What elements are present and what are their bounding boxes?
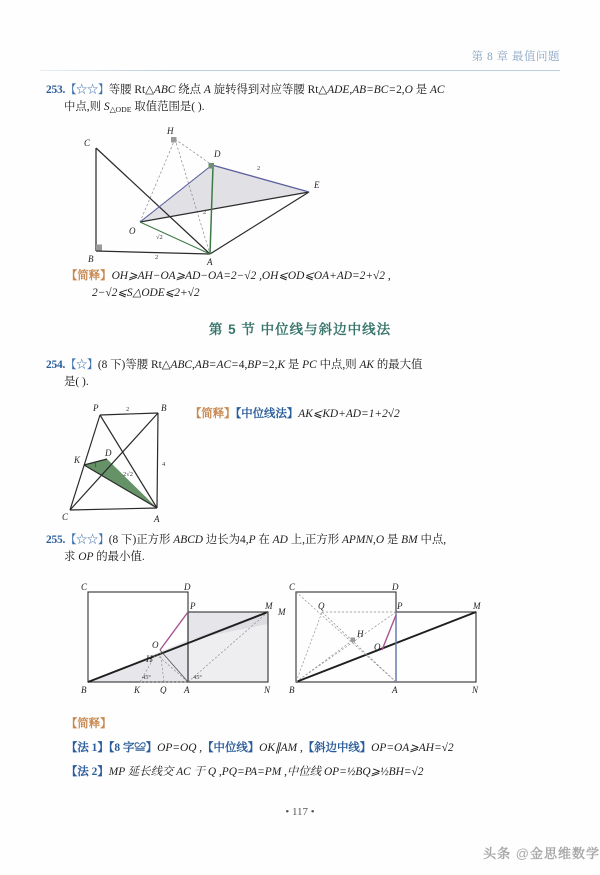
label-H: H [357,629,364,639]
e255-m1-b3: OP=OA⩾AH=√2 [371,742,454,754]
label-A: A [392,685,398,694]
p254-t10: PC [302,359,317,371]
p255-t12: BM [401,534,418,546]
p254-t1: 等腰 Rt△ [125,359,171,371]
watermark-account: 金思维数学 [529,846,600,861]
e254-body: AK⩽KD+AD=1+2√2 [298,408,400,420]
seg-pb [100,413,158,415]
dashed-bq [296,612,322,682]
seg-cb-diag [70,413,158,510]
e255-m1-tag: 【法 1】 [66,742,109,754]
p255-t4: P [248,534,256,546]
dashed-bp [296,612,396,682]
label-H: H [167,126,174,136]
seg-ka [84,465,157,508]
seg-bm [296,612,476,682]
p253-t7: , [349,84,353,96]
e255-m2-body: MP 延长线交 AC 于 Q ,PQ=PA=PM ,中位线 OP=½BQ⩾½BH=√2 [108,766,424,778]
p254-t6: BP= [247,359,269,371]
p254-t5: 4, [238,359,248,371]
right-angle-h [171,137,177,143]
p255-t6: AD [272,534,288,546]
p255-t14: 求 [64,551,79,563]
angle-45-right: 45° [193,674,202,681]
p254-t9: 是 [285,359,303,371]
p253-t8: AB=BC= [352,84,397,96]
page-number: • 117 • [285,806,315,818]
label-B: B [289,685,295,694]
label-H: H [146,654,153,664]
shaded-triangle-ode [140,165,309,222]
seg-oa-green [140,222,210,254]
e253-tag: 【简释】 [66,270,112,282]
e255-m1-t2: 【中位线】 [202,742,260,754]
label-P: P [397,601,403,611]
figure-255-right [278,582,483,694]
p255-t3: 边长为4, [203,534,249,546]
dashed-cq-a [296,592,396,682]
label-P: P [93,403,99,413]
label-K: K [134,685,141,694]
p254-t11: 中点,则 [316,359,360,371]
point-marker-h [351,638,356,643]
p253-t13: 中点,则 [64,101,104,113]
label-C: C [62,512,69,522]
p254-t12: AK [359,359,374,371]
label-K: K [74,455,81,465]
e255-m1-t1: 【8 字≌】 [108,742,158,754]
p253-t2: ABC [153,84,176,96]
label-A: A [154,514,160,524]
watermark-prefix: 头条 [483,846,516,861]
measure-ad-2: 2 [203,209,207,216]
p255-t5: 在 [255,534,273,546]
e255-m2-tag: 【法 2】 [66,766,109,778]
label-D: D [392,582,399,592]
p254-t8: K [277,359,286,371]
p255-t16: 的最小值. [93,551,145,563]
p255-t9: , [372,534,376,546]
label-P: P [190,601,196,611]
e253-line1: OH⩾AH−OA⩾AD−OA=2−√2 ,OH⩽OD⩽OA+AD=2+√2 , [111,270,391,282]
p253-t4: A [203,84,211,96]
explanation-254 [190,406,530,423]
label-B: B [81,685,87,694]
p255-t13: 中点, [417,534,447,546]
watermark [0,843,600,862]
label-C: C [81,582,88,592]
measure-oa-sqrt2: √2 [156,234,163,241]
explanation-253 [66,268,556,302]
p255-t7: 上,正方形 [287,534,342,546]
p254-t14: 是( ). [64,376,89,388]
p253-t12: AC [429,84,445,96]
figure-255-left [78,582,278,694]
label-Q: Q [160,685,167,694]
square-apmn [396,612,476,682]
explanation-255 [66,712,556,784]
measure-ab-4: 4 [162,461,166,468]
problem-254-number: 254. [46,359,66,371]
p255-t2: ABCD [173,534,204,546]
seg-ca [70,508,157,510]
dashed-bh [296,640,353,682]
label-C: C [84,138,91,148]
p253-t5: 旋转得到对应等腰 Rt△ [210,84,328,96]
watermark-at: @ [515,846,530,861]
e255-m1-b2: OK∥AM , [259,742,303,754]
dashed-hd [175,139,212,165]
p254-grade: (8 下) [97,359,126,371]
measure-kd-1: 1 [94,462,98,469]
right-angle-d [209,163,215,169]
p253-t9: 2, [396,84,405,96]
e254-tag: 【简释】 [190,408,236,420]
p254-t13: 的最大值 [374,359,423,371]
label-N: N [472,685,479,694]
p254-t3: , [192,359,195,371]
label-M-left: M [278,607,286,617]
seg-ba [157,413,158,508]
p253-t15: 取值范围是( ). [131,101,205,113]
label-B: B [88,254,94,264]
label-D: D [184,582,191,592]
e253-line2: 2−√2⩽S△ODE⩽2+√2 [92,287,200,299]
problem-255-text [46,532,556,566]
problem-253-stars: 【☆☆】 [65,84,109,96]
angle-45-left: 45° [142,674,151,681]
e255-m1-t3: 【斜边中线】 [302,742,372,754]
label-B: B [161,403,167,413]
measure-de-2: 2 [257,165,261,172]
p255-t1: 正方形 [136,534,174,546]
p253-t11: 是 [412,84,430,96]
label-E: E [314,180,320,190]
measure-ad-2sqrt2: 2√2 [123,471,133,478]
label-D: D [105,448,112,458]
label-C: C [289,582,296,592]
label-N: N [264,685,271,694]
problem-255-stars: 【☆☆】 [65,534,109,546]
label-O: O [374,642,381,652]
p253-t1: 等腰 Rt△ [108,84,154,96]
label-M: M [473,601,481,611]
problem-254-stars: 【☆】 [65,359,98,371]
running-header: 第 8 章 最值问题 [471,51,560,63]
p253-sub: △ODE [109,105,132,115]
measure-pb-2: 2 [126,406,130,413]
label-Q: Q [318,601,325,611]
label-O: O [129,226,136,236]
p255-t10: O [375,534,385,546]
label-A: A [184,685,190,694]
problem-253-text [46,82,556,118]
figure-253 [72,126,342,266]
p255-t8: APMN [341,534,373,546]
p254-t2: ABC [170,359,193,371]
p253-t6: ADE [327,84,350,96]
p255-t11: 是 [384,534,402,546]
problem-253-number: 253. [46,84,66,96]
header-divider [40,70,560,71]
e255-tag: 【简释】 [66,718,112,730]
right-angle-b [96,245,102,251]
p253-t14: S [103,101,110,113]
label-A: A [207,257,213,266]
measure-ba-2: 2 [155,254,159,261]
p254-t4: AB=AC= [194,359,239,371]
p253-t10: O [404,84,413,96]
label-M: M [265,601,273,611]
label-O: O [152,640,159,650]
problem-254-text [46,357,556,391]
section-title: 第 5 节 中位线与斜边中线法 [208,322,392,337]
seg-ba [96,251,210,254]
e255-m1-b1: OP=OQ , [157,742,203,754]
p255-t15: OP [78,551,94,563]
e254-method: 【中位线法】 [235,408,299,420]
problem-255-number: 255. [46,534,66,546]
p254-t7: 2, [268,359,278,371]
p255-grade: (8 下) [108,534,137,546]
p253-t3: 绕点 [175,84,204,96]
label-D: D [214,149,221,159]
